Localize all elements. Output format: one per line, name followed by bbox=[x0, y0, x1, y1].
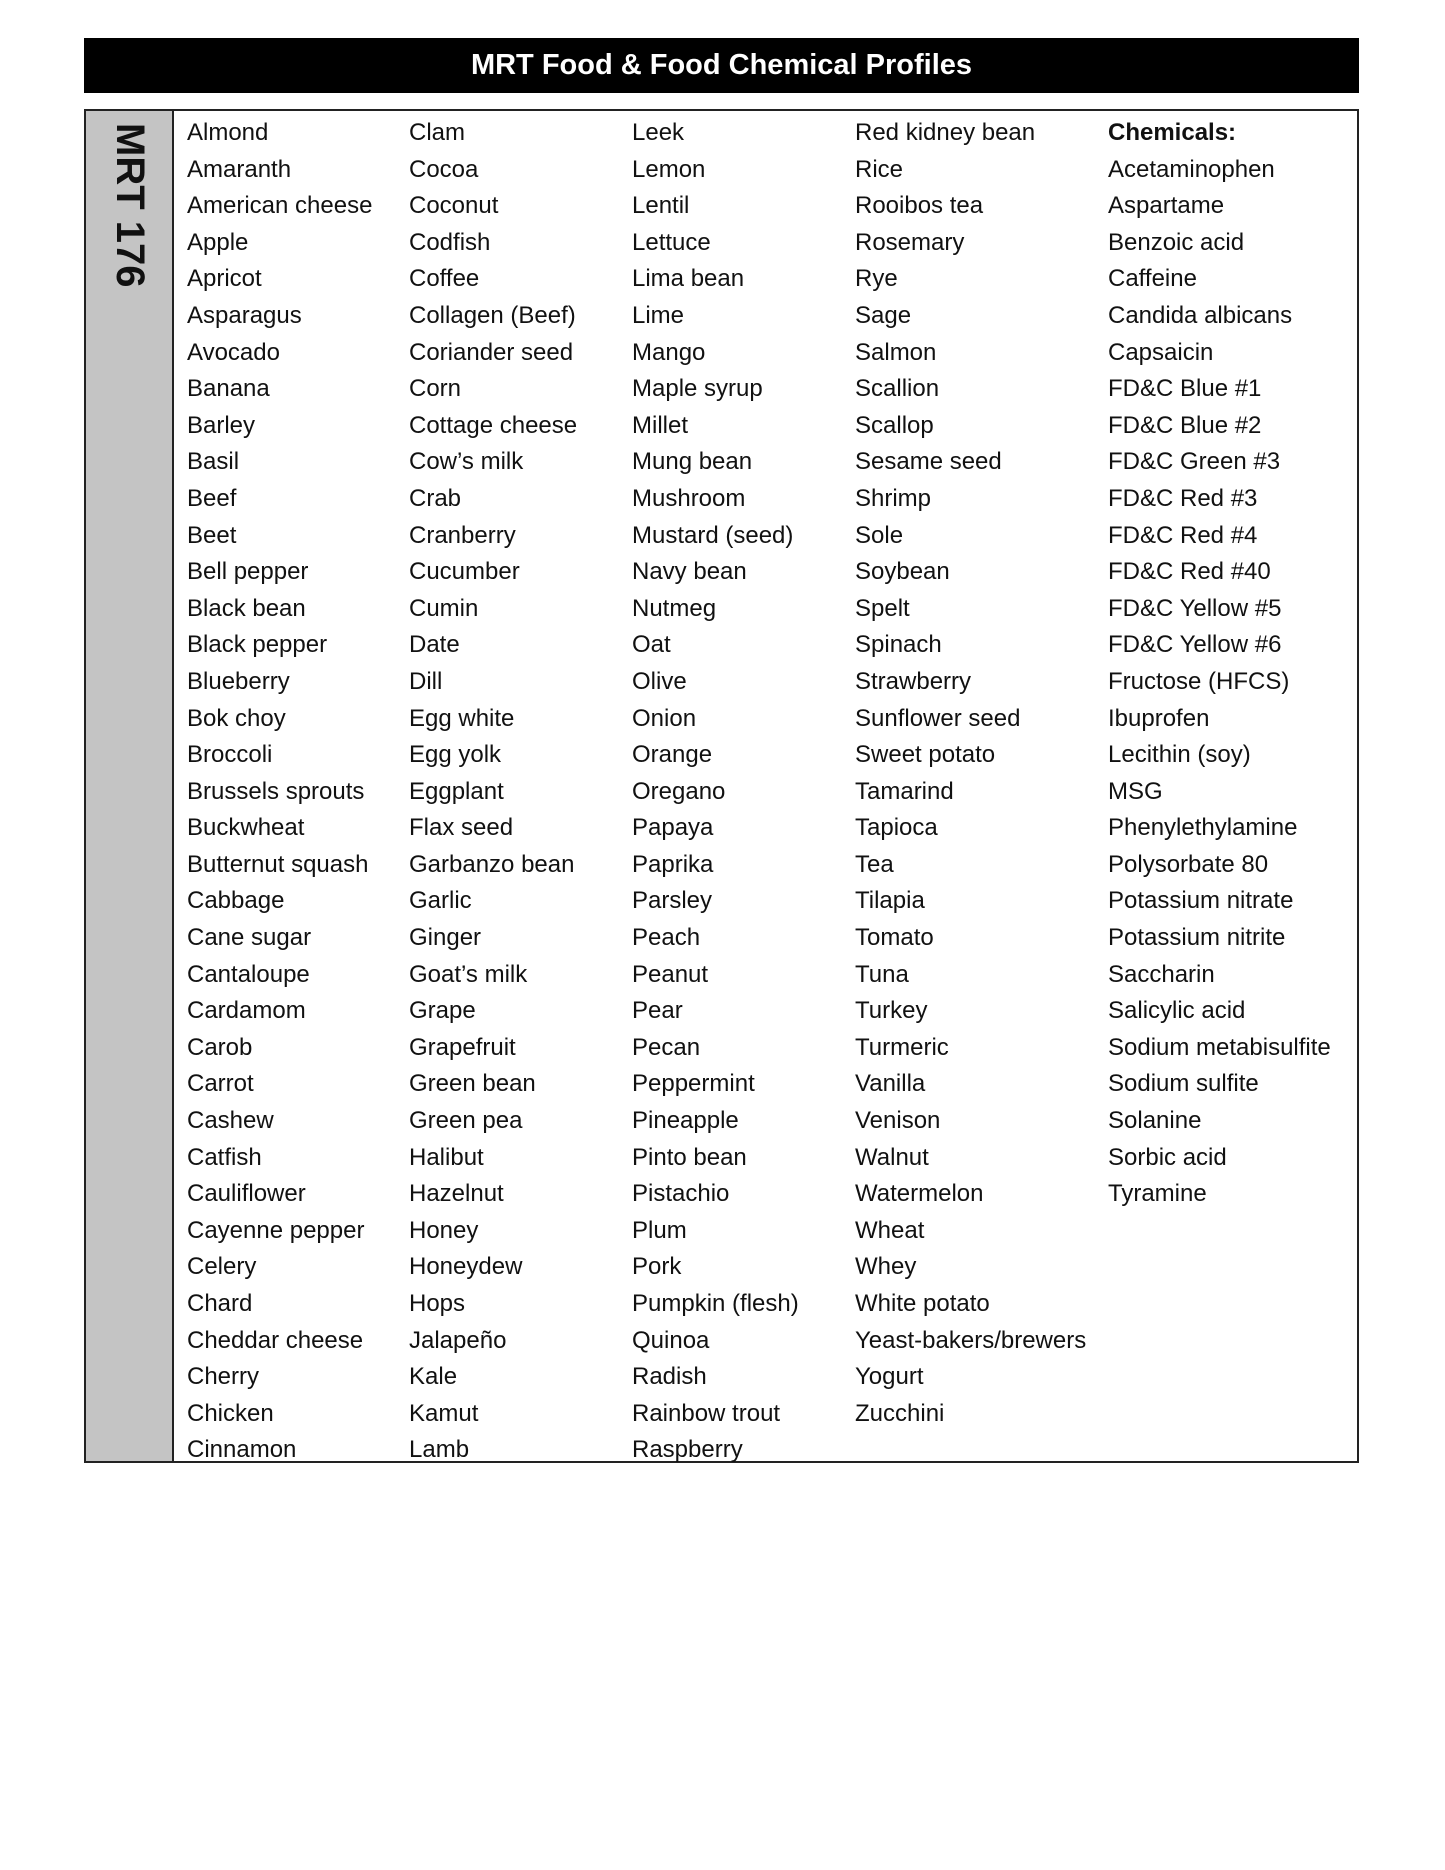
food-item: Kale bbox=[409, 1363, 458, 1391]
food-item: Peach bbox=[632, 924, 701, 952]
food-item: Crab bbox=[409, 484, 462, 512]
food-item: Cocoa bbox=[409, 155, 479, 183]
food-item: Scallion bbox=[855, 375, 940, 403]
food-item: Amaranth bbox=[187, 155, 292, 183]
chemical-item: Acetaminophen bbox=[1108, 155, 1275, 183]
chemical-item: FD&C Yellow #6 bbox=[1108, 631, 1282, 659]
food-item: Yogurt bbox=[855, 1363, 924, 1391]
chemical-item: Candida albicans bbox=[1108, 301, 1293, 329]
food-item: Dill bbox=[409, 667, 443, 695]
food-item: Tomato bbox=[855, 924, 934, 952]
food-item: Bok choy bbox=[187, 704, 286, 732]
food-item: Chicken bbox=[187, 1399, 274, 1427]
food-item: Zucchini bbox=[855, 1399, 945, 1427]
food-item: Papaya bbox=[632, 814, 714, 842]
chemical-item: FD&C Yellow #5 bbox=[1108, 594, 1282, 622]
chemical-item: Fructose (HFCS) bbox=[1108, 667, 1290, 695]
food-item: Oat bbox=[632, 631, 671, 659]
food-item: Pecan bbox=[632, 1033, 701, 1061]
chemical-item: Phenylethylamine bbox=[1108, 814, 1298, 842]
food-item: Butternut squash bbox=[187, 850, 369, 878]
food-item: Salmon bbox=[855, 338, 937, 366]
food-item: Millet bbox=[632, 411, 689, 439]
food-item: Egg white bbox=[409, 704, 515, 732]
food-item: Raspberry bbox=[632, 1436, 743, 1464]
food-item: Celery bbox=[187, 1253, 257, 1281]
chemical-item: Capsaicin bbox=[1108, 338, 1214, 366]
food-item: Rye bbox=[855, 265, 898, 293]
food-item: Goat’s milk bbox=[409, 960, 528, 988]
chemical-item: Sodium sulfite bbox=[1108, 1070, 1259, 1098]
food-item: Honeydew bbox=[409, 1253, 523, 1281]
food-item: Sesame seed bbox=[855, 448, 1002, 476]
food-item: Codfish bbox=[409, 228, 491, 256]
food-item: Vanilla bbox=[855, 1070, 926, 1098]
chemical-item: FD&C Red #3 bbox=[1108, 484, 1258, 512]
chemical-item: FD&C Blue #2 bbox=[1108, 411, 1262, 439]
food-item: Nutmeg bbox=[632, 594, 717, 622]
food-item: Tilapia bbox=[855, 887, 925, 915]
food-item: Cantaloupe bbox=[187, 960, 310, 988]
food-item: Rice bbox=[855, 155, 904, 183]
food-item: Sweet potato bbox=[855, 741, 996, 769]
food-item: Coconut bbox=[409, 192, 499, 220]
food-item: Strawberry bbox=[855, 667, 972, 695]
chemical-item: Potassium nitrite bbox=[1108, 924, 1286, 952]
food-item: Cranberry bbox=[409, 521, 516, 549]
food-item: Quinoa bbox=[632, 1326, 710, 1354]
chemical-item: Caffeine bbox=[1108, 265, 1197, 293]
food-item: Mung bean bbox=[632, 448, 753, 476]
food-item: Rooibos tea bbox=[855, 192, 984, 220]
food-item: Sole bbox=[855, 521, 904, 549]
food-item: Spelt bbox=[855, 594, 910, 622]
food-item: Tuna bbox=[855, 960, 909, 988]
food-item: Halibut bbox=[409, 1143, 484, 1171]
chemical-item: FD&C Red #40 bbox=[1108, 558, 1271, 586]
food-item: Mushroom bbox=[632, 484, 746, 512]
chemical-item: Polysorbate 80 bbox=[1108, 850, 1269, 878]
food-item: Broccoli bbox=[187, 741, 273, 769]
food-item: Soybean bbox=[855, 558, 950, 586]
food-item: Barley bbox=[187, 411, 256, 439]
food-item: Onion bbox=[632, 704, 697, 732]
chemical-item: Solanine bbox=[1108, 1107, 1202, 1135]
food-item: Paprika bbox=[632, 850, 714, 878]
food-item: Hazelnut bbox=[409, 1180, 504, 1208]
food-item: Beet bbox=[187, 521, 237, 549]
food-item: Cardamom bbox=[187, 997, 306, 1025]
food-item: Turkey bbox=[855, 997, 928, 1025]
food-item: Venison bbox=[855, 1107, 941, 1135]
food-item: Black bean bbox=[187, 594, 306, 622]
food-item: Avocado bbox=[187, 338, 280, 366]
food-item: White potato bbox=[855, 1290, 990, 1317]
chemical-item: Sorbic acid bbox=[1108, 1143, 1227, 1171]
chemical-item: Aspartame bbox=[1108, 192, 1225, 220]
food-item: Watermelon bbox=[855, 1180, 984, 1208]
food-item: Hops bbox=[409, 1290, 466, 1317]
food-item: Whey bbox=[855, 1253, 917, 1281]
food-item: Cabbage bbox=[187, 887, 285, 915]
food-item: Kamut bbox=[409, 1399, 479, 1427]
food-item: Buckwheat bbox=[187, 814, 305, 842]
food-item: Radish bbox=[632, 1363, 707, 1391]
side-label-text: MRT 176 bbox=[108, 123, 152, 288]
food-item: Lentil bbox=[632, 192, 690, 220]
food-item: Blueberry bbox=[187, 667, 290, 695]
food-item: Asparagus bbox=[187, 301, 302, 329]
food-item: Cauliflower bbox=[187, 1180, 306, 1208]
food-item: Rainbow trout bbox=[632, 1399, 781, 1427]
food-item: Chard bbox=[187, 1290, 253, 1317]
chemicals-column bbox=[1108, 115, 1331, 1213]
food-item: Clam bbox=[409, 119, 466, 146]
food-item: Ginger bbox=[409, 924, 482, 952]
food-item: Cow’s milk bbox=[409, 448, 524, 476]
food-item: Peanut bbox=[632, 960, 709, 988]
food-item: Grapefruit bbox=[409, 1033, 516, 1061]
food-item: Green bean bbox=[409, 1070, 536, 1098]
chemical-item: Tyramine bbox=[1108, 1180, 1207, 1208]
food-item: Leek bbox=[632, 119, 685, 146]
chemical-item: Lecithin (soy) bbox=[1108, 741, 1251, 769]
food-item: Rosemary bbox=[855, 228, 965, 256]
food-item: Mustard (seed) bbox=[632, 521, 794, 549]
food-item: Date bbox=[409, 631, 460, 659]
food-item: Eggplant bbox=[409, 777, 504, 805]
chemical-item: Benzoic acid bbox=[1108, 228, 1245, 256]
food-item: Almond bbox=[187, 119, 269, 146]
food-column-4 bbox=[855, 115, 1086, 1432]
food-item: Orange bbox=[632, 741, 713, 769]
food-item: Cayenne pepper bbox=[187, 1216, 365, 1244]
chemical-item: Ibuprofen bbox=[1108, 704, 1210, 732]
food-item: Cheddar cheese bbox=[187, 1326, 364, 1354]
food-item: Pumpkin (flesh) bbox=[632, 1290, 799, 1317]
food-item: Cherry bbox=[187, 1363, 260, 1391]
food-column-2 bbox=[409, 115, 577, 1469]
food-item: Lima bean bbox=[632, 265, 745, 293]
food-item: Red kidney bean bbox=[855, 119, 1036, 146]
food-item: Tapioca bbox=[855, 814, 938, 842]
food-column-3 bbox=[632, 115, 799, 1469]
food-item: Garbanzo bean bbox=[409, 850, 575, 878]
food-item: Shrimp bbox=[855, 484, 932, 512]
food-item: Pork bbox=[632, 1253, 682, 1281]
food-item: Beef bbox=[187, 484, 237, 512]
chemical-item: MSG bbox=[1108, 777, 1163, 805]
food-item: Scallop bbox=[855, 411, 934, 439]
food-item: Mango bbox=[632, 338, 706, 366]
food-item: Pear bbox=[632, 997, 683, 1025]
food-item: Turmeric bbox=[855, 1033, 949, 1061]
chemical-item: Saccharin bbox=[1108, 960, 1215, 988]
document-title-text: MRT Food & Food Chemical Profiles bbox=[470, 49, 973, 81]
food-item: Cinnamon bbox=[187, 1436, 297, 1464]
food-item: Pistachio bbox=[632, 1180, 730, 1208]
food-item: Bell pepper bbox=[187, 558, 309, 586]
food-item: Banana bbox=[187, 375, 270, 403]
food-item: Pineapple bbox=[632, 1107, 739, 1135]
food-item: Wheat bbox=[855, 1216, 925, 1244]
food-item: Cashew bbox=[187, 1107, 274, 1135]
food-item: Cane sugar bbox=[187, 924, 312, 952]
food-item: Navy bean bbox=[632, 558, 747, 586]
food-item: Lettuce bbox=[632, 228, 711, 256]
food-list-table bbox=[84, 109, 1359, 1463]
food-item: Cucumber bbox=[409, 558, 520, 586]
chemical-item: FD&C Red #4 bbox=[1108, 521, 1258, 549]
food-item: Pinto bean bbox=[632, 1143, 747, 1171]
food-item: Flax seed bbox=[409, 814, 514, 842]
food-item: Walnut bbox=[855, 1143, 929, 1171]
food-item: Green pea bbox=[409, 1107, 523, 1135]
food-item: Peppermint bbox=[632, 1070, 755, 1098]
chemical-item: Potassium nitrate bbox=[1108, 887, 1294, 915]
food-item: Basil bbox=[187, 448, 240, 476]
food-item: Plum bbox=[632, 1216, 687, 1244]
food-item: Apple bbox=[187, 228, 249, 256]
food-item: Jalapeño bbox=[409, 1326, 507, 1354]
chemical-item: Sodium metabisulfite bbox=[1108, 1033, 1331, 1061]
food-item: Catfish bbox=[187, 1143, 262, 1171]
food-item: Garlic bbox=[409, 887, 472, 915]
food-item: Lime bbox=[632, 301, 685, 329]
chemical-item: FD&C Blue #1 bbox=[1108, 375, 1262, 403]
document-title bbox=[84, 38, 1359, 93]
food-item: Egg yolk bbox=[409, 741, 502, 769]
food-item: Cottage cheese bbox=[409, 411, 578, 439]
food-item: Olive bbox=[632, 667, 687, 695]
chemicals-header: Chemicals: bbox=[1108, 119, 1237, 146]
food-item: Collagen (Beef) bbox=[409, 301, 576, 329]
food-item: Spinach bbox=[855, 631, 942, 659]
food-item: Parsley bbox=[632, 887, 713, 915]
food-item: Black pepper bbox=[187, 631, 328, 659]
food-item: Corn bbox=[409, 375, 462, 403]
food-column-1 bbox=[187, 115, 372, 1469]
food-item: Coffee bbox=[409, 265, 480, 293]
food-item: Sage bbox=[855, 301, 912, 329]
food-item: Tea bbox=[855, 850, 894, 878]
food-item: Sunflower seed bbox=[855, 704, 1021, 732]
food-item: Honey bbox=[409, 1216, 479, 1244]
food-item: Maple syrup bbox=[632, 375, 763, 403]
food-item: Lamb bbox=[409, 1436, 470, 1464]
food-item: Yeast-bakers/brewers bbox=[855, 1326, 1087, 1354]
food-item: Carob bbox=[187, 1033, 253, 1061]
food-item: Coriander seed bbox=[409, 338, 574, 366]
food-item: Cumin bbox=[409, 594, 479, 622]
food-item: Carrot bbox=[187, 1070, 254, 1098]
side-label-panel bbox=[86, 111, 174, 1461]
food-item: Brussels sprouts bbox=[187, 777, 365, 805]
food-item: Apricot bbox=[187, 265, 262, 293]
food-item: Oregano bbox=[632, 777, 726, 805]
chemical-item: FD&C Green #3 bbox=[1108, 448, 1281, 476]
food-item: Lemon bbox=[632, 155, 706, 183]
food-item: American cheese bbox=[187, 192, 373, 220]
food-item: Grape bbox=[409, 997, 476, 1025]
chemical-item: Salicylic acid bbox=[1108, 997, 1246, 1025]
food-item: Tamarind bbox=[855, 777, 954, 805]
